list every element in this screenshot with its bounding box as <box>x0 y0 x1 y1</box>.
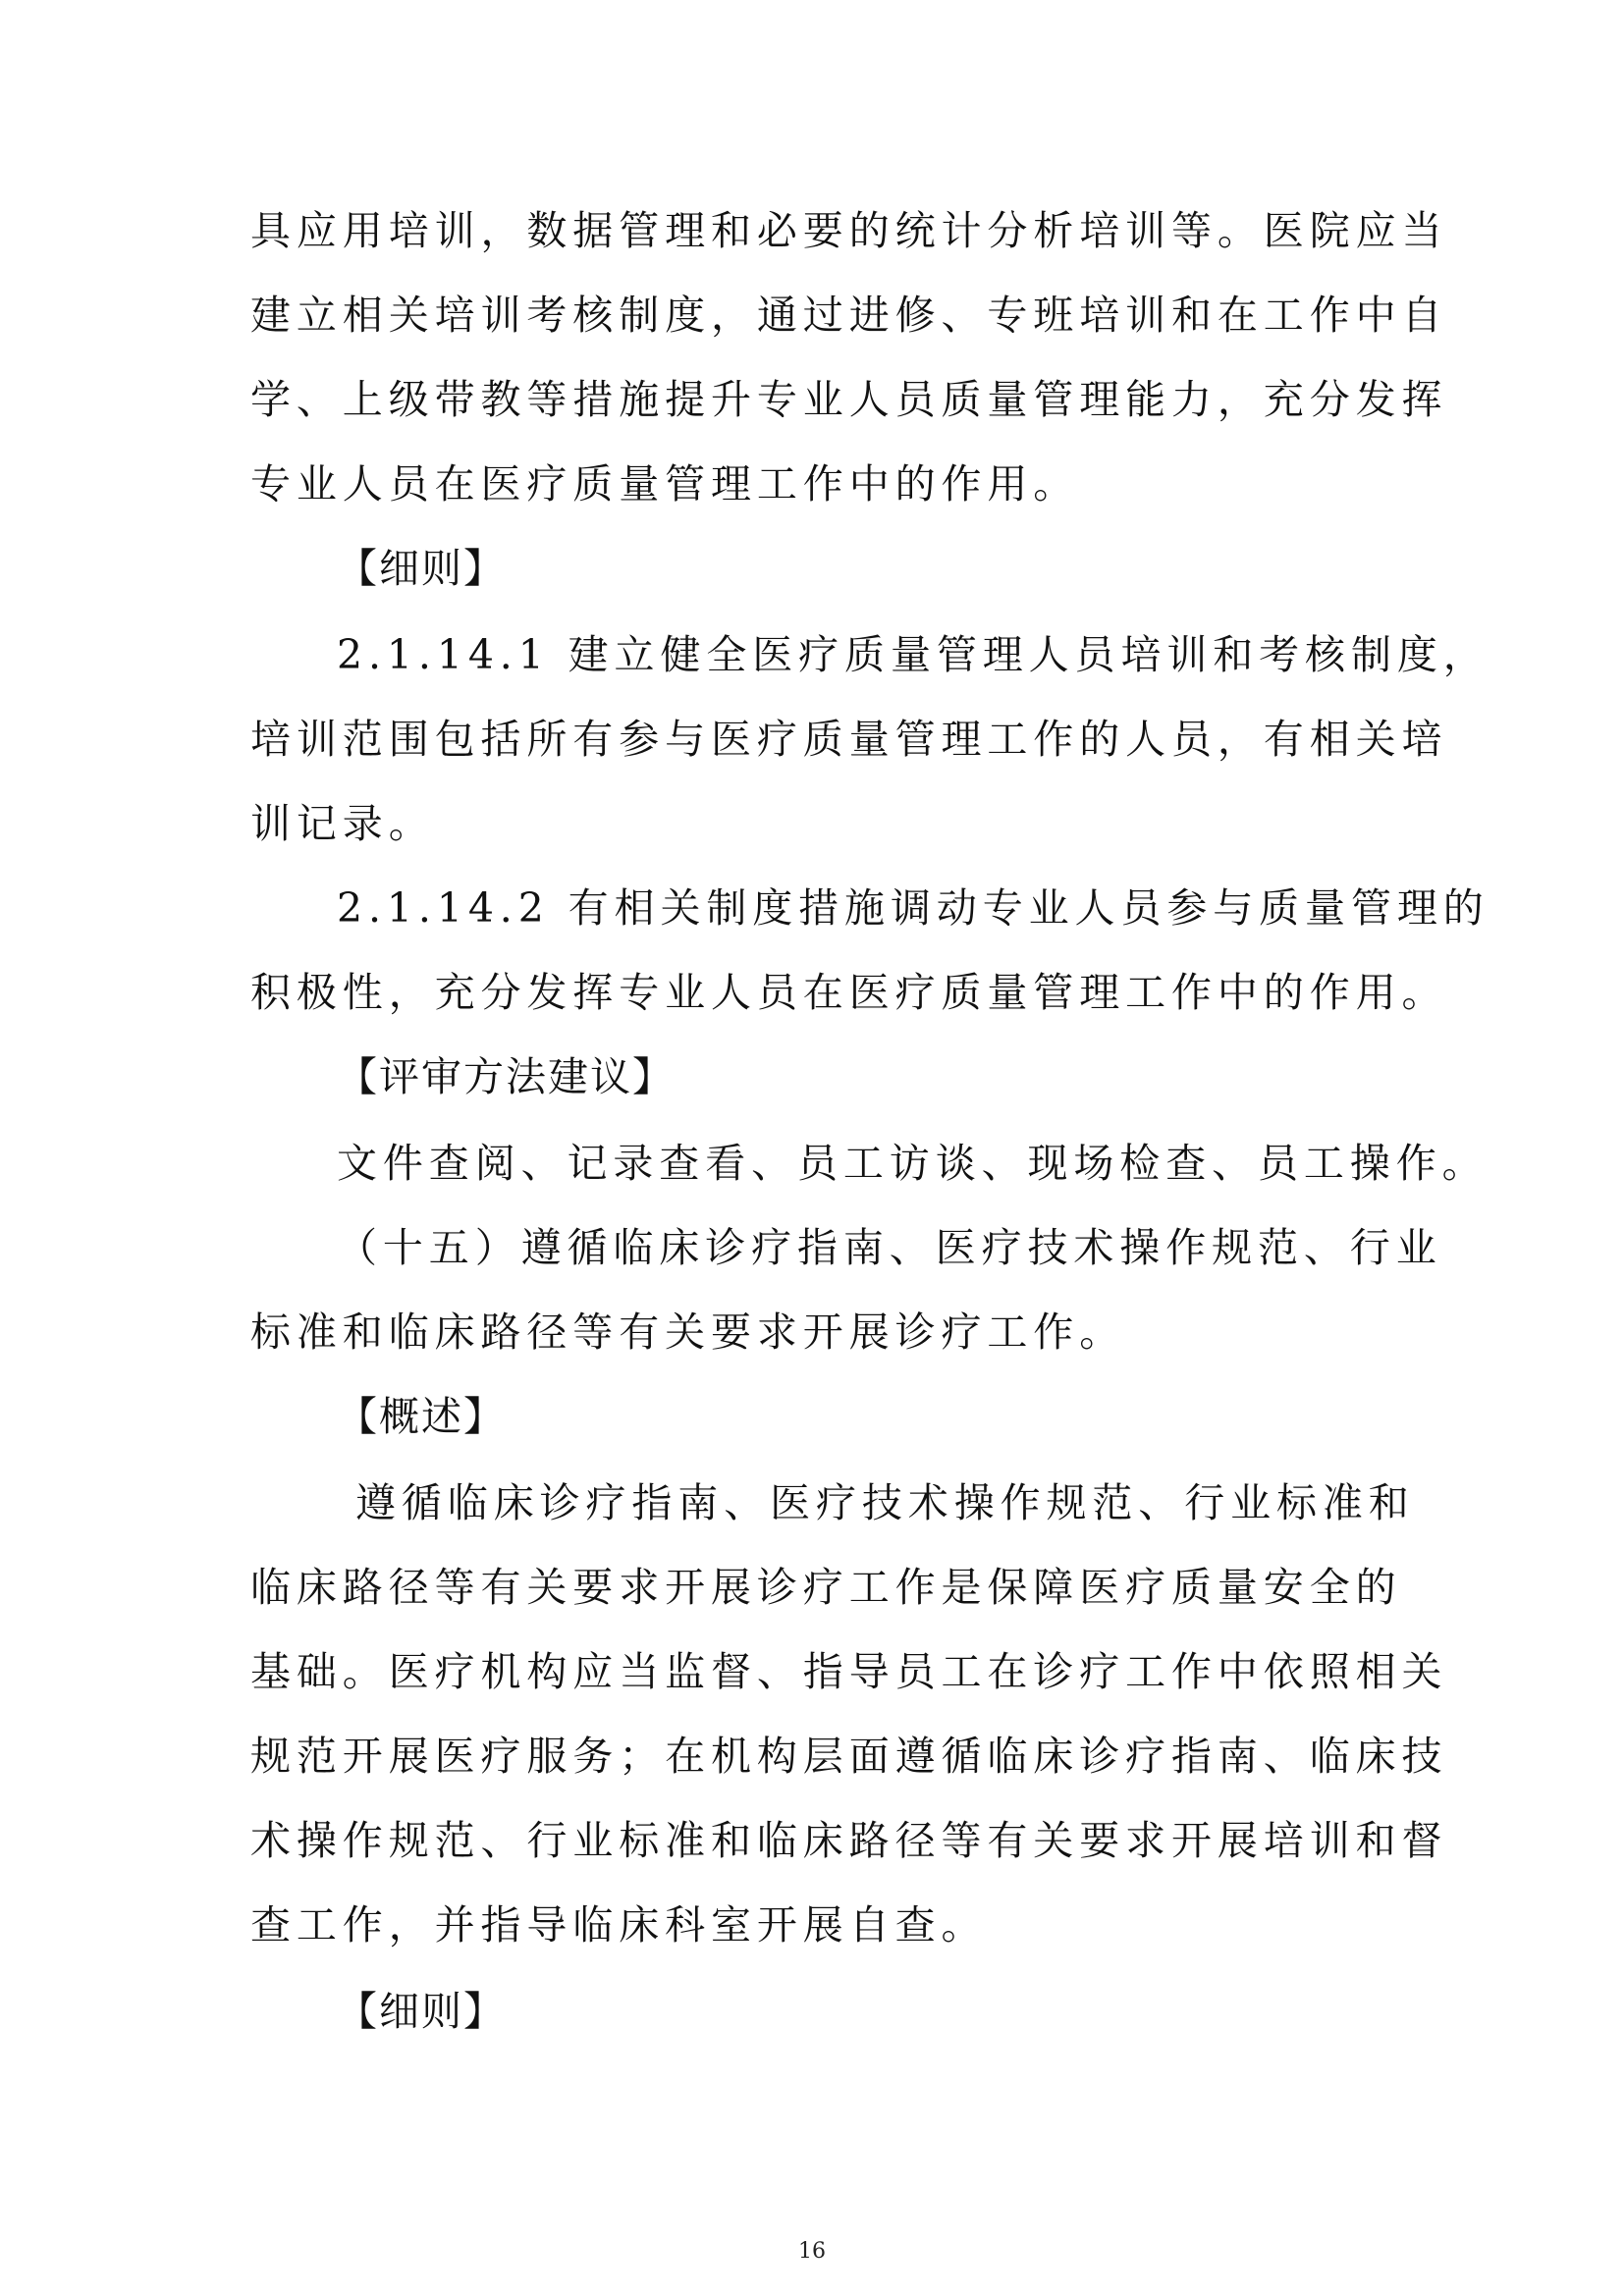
body-line: 专业人员在医疗质量管理工作中的作用。 <box>250 460 1080 507</box>
body-line: 训记录。 <box>250 800 435 847</box>
overview-line: 查工作，并指导临床科室开展自查。 <box>250 1901 988 1949</box>
body-line: 积极性，充分发挥专业人员在医疗质量管理工作中的作用。 <box>250 969 1448 1016</box>
section-heading-rules: 【细则】 <box>337 545 506 592</box>
overview-line: 术操作规范、行业标准和临床路径等有关要求开展培训和督 <box>250 1817 1448 1864</box>
overview-line: 基础。医疗机构应当监督、指导员工在诊疗工作中依照相关 <box>250 1648 1448 1695</box>
section-heading-overview: 【概述】 <box>337 1393 506 1440</box>
rule-2-1-14-1-line: 2.1.14.1 建立健全医疗质量管理人员培训和考核制度， <box>337 631 1489 678</box>
item-15-title-line: （十五）遵循临床诊疗指南、医疗技术操作规范、行业 <box>337 1224 1442 1271</box>
section-heading-review-methods: 【评审方法建议】 <box>337 1053 675 1100</box>
item-15-title-line: 标准和临床路径等有关要求开展诊疗工作。 <box>250 1308 1126 1356</box>
section-heading-rules: 【细则】 <box>337 1988 506 2035</box>
overview-line: 遵循临床诊疗指南、医疗技术操作规范、行业标准和 <box>355 1479 1415 1526</box>
body-line: 具应用培训，数据管理和必要的统计分析培训等。医院应当 <box>250 207 1448 254</box>
body-line: 建立相关培训考核制度，通过进修、专班培训和在工作中自 <box>250 292 1448 339</box>
rule-2-1-14-2-line: 2.1.14.2 有相关制度措施调动专业人员参与质量管理的 <box>337 884 1489 932</box>
body-line: 学、上级带教等措施提升专业人员质量管理能力，充分发挥 <box>250 376 1448 423</box>
overview-line: 规范开展医疗服务；在机构层面遵循临床诊疗指南、临床技 <box>250 1733 1448 1780</box>
body-line: 培训范围包括所有参与医疗质量管理工作的人员，有相关培 <box>250 716 1448 763</box>
review-methods-text: 文件查阅、记录查看、员工访谈、现场检查、员工操作。 <box>337 1140 1489 1187</box>
overview-line: 临床路径等有关要求开展诊疗工作是保障医疗质量安全的 <box>250 1564 1402 1611</box>
page-number: 16 <box>798 2239 826 2264</box>
